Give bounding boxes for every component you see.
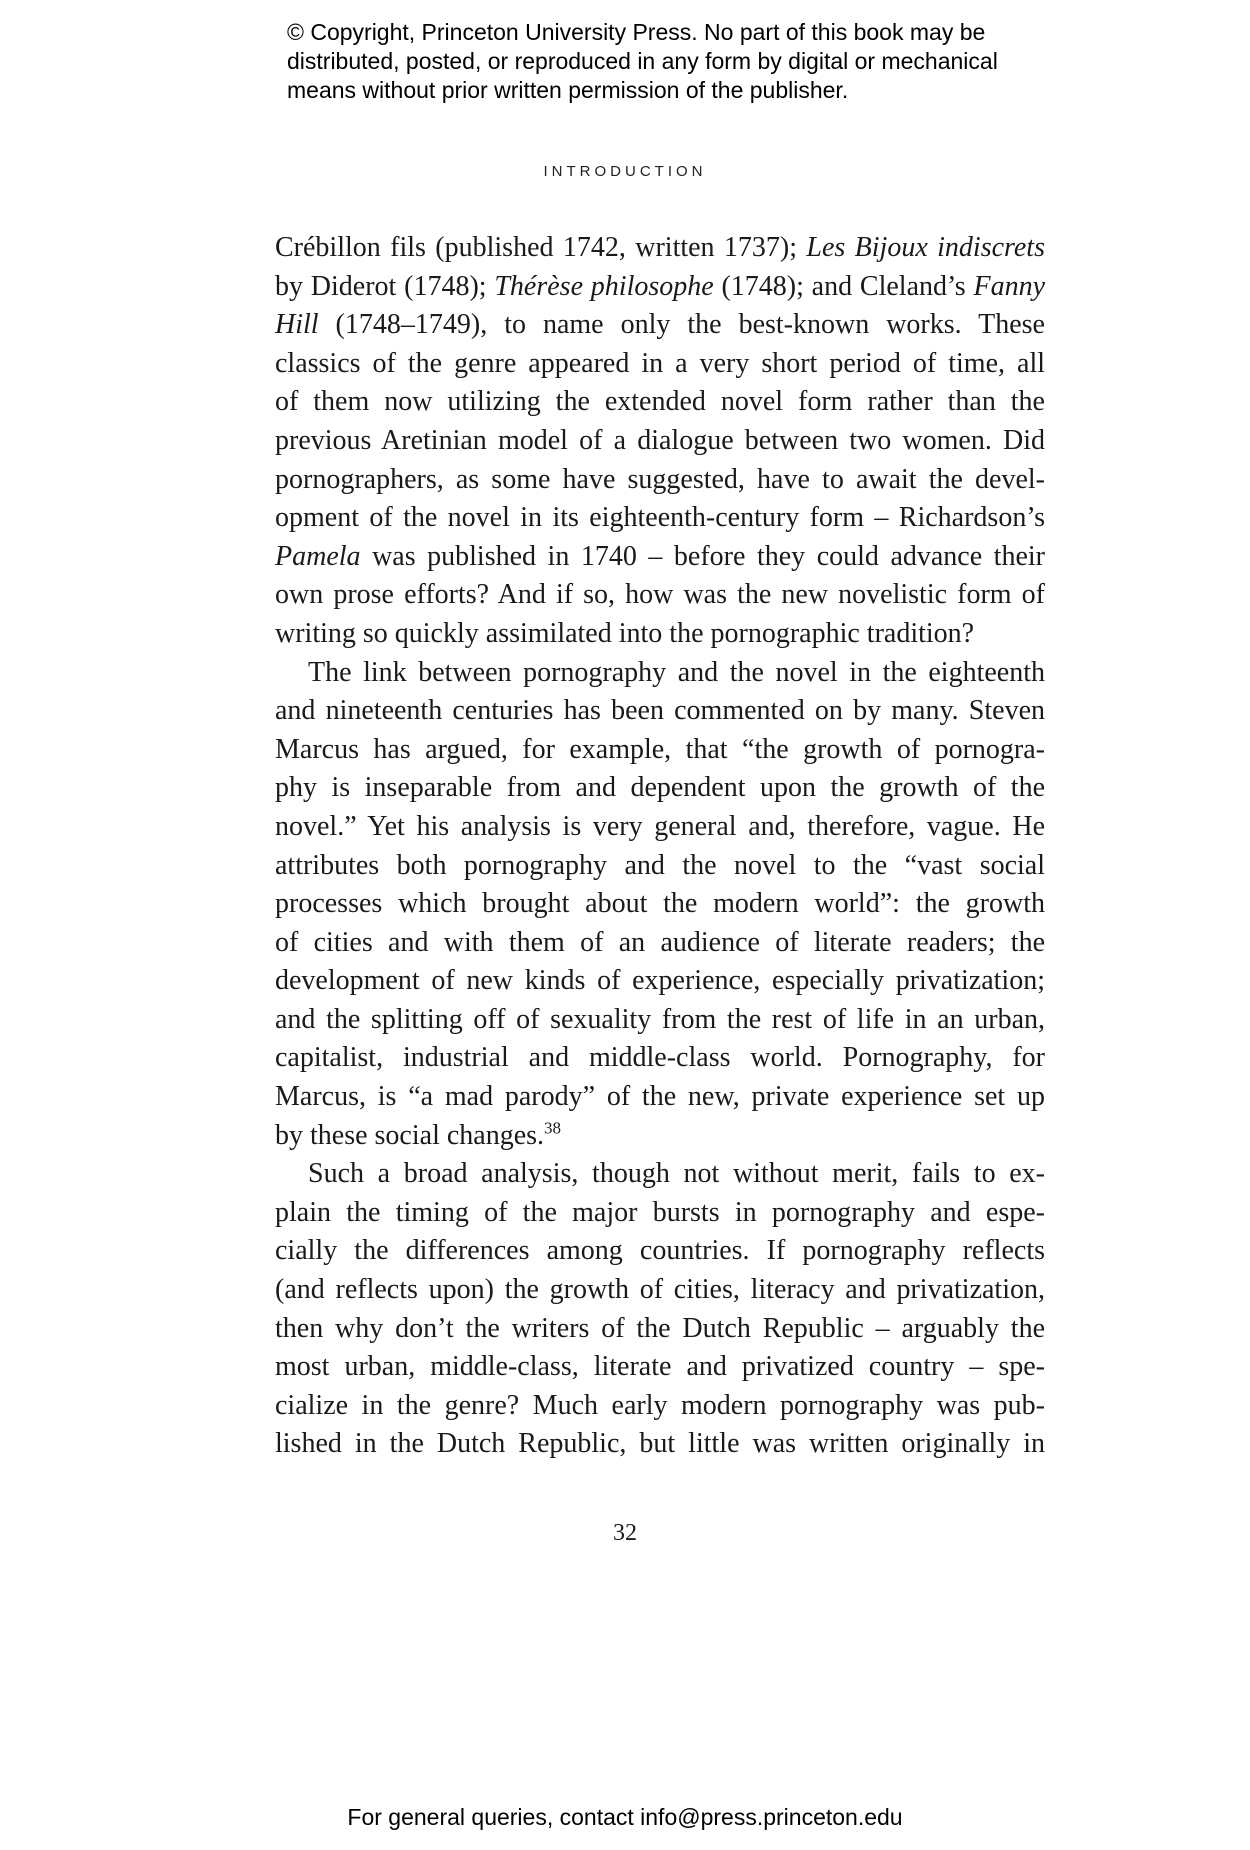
page-number: 32 — [613, 1520, 637, 1546]
text-line: Such a broad analysis, though not without merit, fails to ex- — [308, 1158, 1045, 1190]
text-line: by Diderot (1748); Thérèse philosophe (1748); and Cleland’s Fanny — [275, 270, 1045, 302]
text-line: cialize in the genre? Much early modern pornography was pub- — [275, 1389, 1045, 1421]
text-line: Marcus, is “a mad parody” of the new, private experience set up — [275, 1081, 1045, 1113]
text-line: and nineteenth centuries has been commented on by many. Steven — [275, 695, 1045, 727]
text-line: and the splitting off of sexuality from the rest of life in an urban, — [275, 1003, 1045, 1035]
text-line — [275, 1117, 1045, 1156]
text-line: (and reflects upon) the growth of cities, literacy and privatization, — [275, 1274, 1045, 1306]
body-text — [275, 229, 1045, 1464]
text-line: most urban, middle-class, literate and privatized country – spe- — [275, 1351, 1045, 1383]
text-line: Crébillon fils (published 1742, written 1737); Les Bijoux indiscrets — [275, 232, 1045, 263]
footnote-ref: 38 — [544, 1118, 562, 1138]
text-line: novel.” Yet his analysis is very general and, therefore, vague. He — [275, 810, 1045, 842]
text-line: of them now utilizing the extended novel form rather than the — [275, 386, 1045, 418]
copyright-line: means without prior written permission of the publisher. — [287, 77, 849, 103]
copyright-notice — [287, 18, 1047, 105]
text-line: then why don’t the writers of the Dutch Republic – arguably the — [275, 1312, 1045, 1344]
text-line: attributes both pornography and the novel to the “vast social — [275, 849, 1045, 881]
copyright-line: © Copyright, Princeton University Press. No part of this book may be — [287, 19, 986, 45]
text-line: processes which brought about the modern world”: the growth — [275, 888, 1045, 920]
text-line: phy is inseparable from and dependent upon the growth of the — [275, 772, 1045, 804]
text-line: previous Aretinian model of a dialogue between two women. Did — [275, 424, 1045, 456]
text-line-content: by these social changes. — [275, 1119, 545, 1151]
text-line: of cities and with them of an audience of literate readers; the — [275, 926, 1045, 958]
text-line: classics of the genre appeared in a very short period of time, all — [275, 347, 1045, 379]
copyright-line: distributed, posted, or reproduced in any form by digital or mechanical — [287, 48, 998, 74]
running-head: INTRODUCTION — [543, 163, 707, 180]
text-line: opment of the novel in its eighteenth-century form – Richardson’s — [275, 502, 1045, 534]
text-line: capitalist, industrial and middle-class world. Pornography, for — [275, 1042, 1045, 1074]
text-line: lished in the Dutch Republic, but little was written originally in — [275, 1428, 1045, 1460]
text-line: plain the timing of the major bursts in pornography and espe- — [275, 1196, 1045, 1228]
text-line: own prose efforts? And if so, how was the new novelistic form of — [275, 579, 1045, 611]
text-line: Hill (1748–1749), to name only the best-known works. These — [275, 309, 1045, 341]
footer-contact: For general queries, contact info@press.princeton.edu — [347, 1804, 903, 1830]
text-line: Pamela was published in 1740 – before they could advance their — [275, 540, 1045, 572]
text-line: Marcus has argued, for example, that “the growth of pornogra- — [275, 733, 1045, 765]
text-line: The link between pornography and the novel in the eighteenth — [308, 656, 1045, 688]
text-line: development of new kinds of experience, especially privatization; — [275, 965, 1045, 997]
text-line: pornographers, as some have suggested, have to await the devel- — [275, 463, 1045, 495]
text-line: writing so quickly assimilated into the pornographic tradition? — [275, 617, 975, 649]
text-line: cially the differences among countries. If pornography reflects — [275, 1235, 1045, 1267]
